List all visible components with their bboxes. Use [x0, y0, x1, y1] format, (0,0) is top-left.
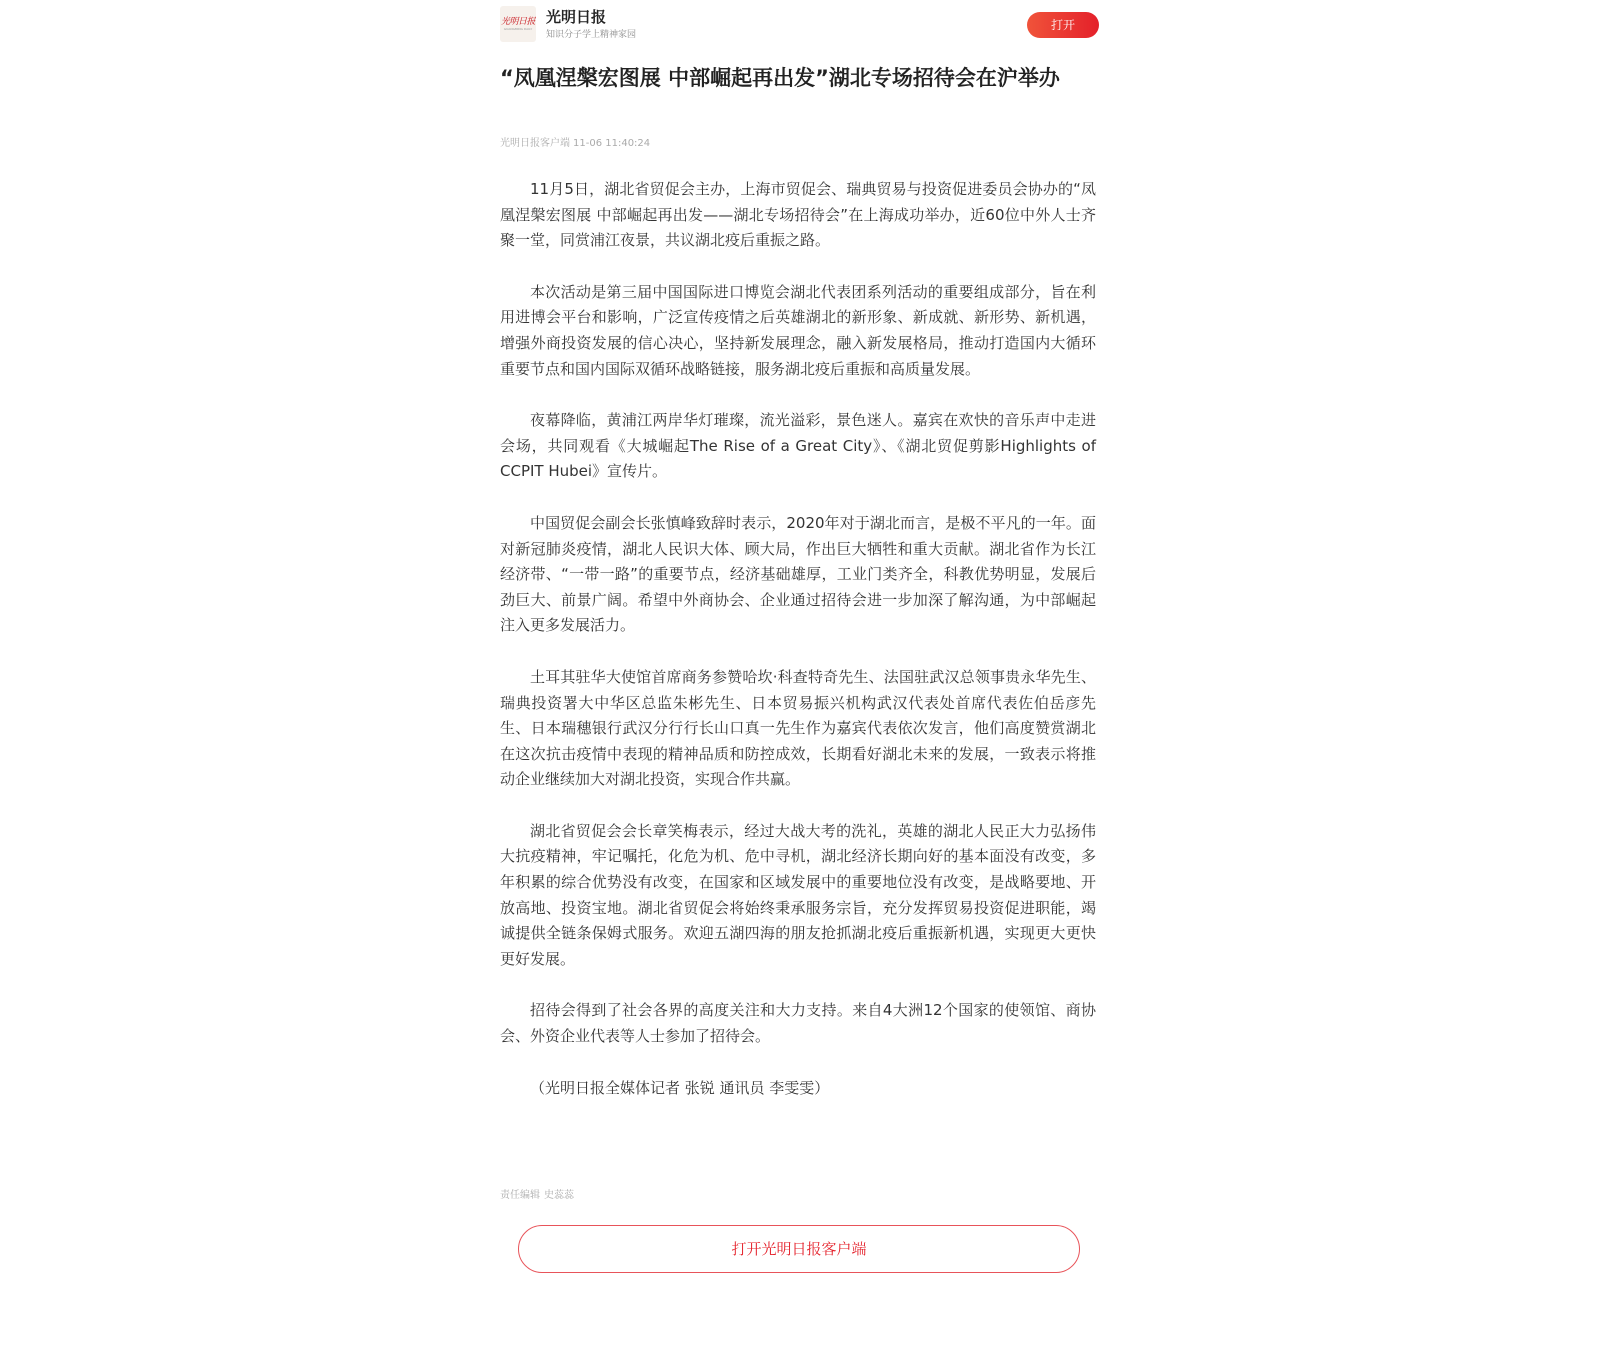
article-datetime: 11-06 11:40:24 — [573, 138, 651, 149]
article-paragraph: 本次活动是第三届中国国际进口博览会湖北代表团系列活动的重要组成部分，旨在利用进博会平台和影响，广泛宣传疫情之后英雄湖北的新形象、新成就、新形势、新机遇，增强外商投资发展的信心决心，坚持新发展理念，融入新发展格局，推动打造国内大循环重要节点和国内国际双循环战略链接，服务湖北疫后重振和高质量发展。 — [500, 282, 1096, 378]
open-app-button[interactable]: 打开 — [1027, 12, 1099, 38]
article-paragraph: 土耳其驻华大使馆首席商务参赞哈坎·科查特奇先生、法国驻武汉总领事贵永华先生、瑞典投资署大中华区总监朱彬先生、日本贸易振兴机构武汉代表处首席代表佐伯岳彦先生、日本瑞穗银行武汉分行行长山口真一先生作为嘉宾代表依次发言，他们高度赞赏湖北在这次抗击疫情中表现的精神品质和防控成效，长期看好湖北未来的发展，一致表示将推动企业继续加大对湖北投资，实现合作共赢。 — [500, 667, 1096, 789]
app-slogan: 知识分子学上精神家园 — [546, 30, 637, 40]
app-name: 光明日报 — [546, 8, 607, 26]
article-paragraph: 11月5日，湖北省贸促会主办，上海市贸促会、瑞典贸易与投资促进委员会协办的“凤凰涅槃宏图展 中部崛起再出发——湖北专场招待会”在上海成功举办，近60位中外人士齐聚一堂，同赏浦江夜景，共议湖北疫后重振之路。 — [500, 180, 1096, 250]
responsible-editor — [500, 1189, 574, 1203]
article-meta — [500, 137, 650, 151]
article-source: 光明日报客户端 — [500, 138, 570, 149]
article-paragraph: 招待会得到了社会各界的高度关注和大力支持。来自4大洲12个国家的使领馆、商协会、外资企业代表等人士参加了招待会。 — [500, 1001, 1096, 1046]
article-page — [500, 0, 1100, 1367]
article-title: “凤凰涅槃宏图展 中部崛起再出发”湖北专场招待会在沪举办 — [500, 66, 1060, 90]
article-paragraph: 中国贸促会副会长张慎峰致辞时表示，2020年对于湖北而言，是极不平凡的一年。面对新冠肺炎疫情，湖北人民识大体、顾大局，作出巨大牺牲和重大贡献。湖北省作为长江经济带、“一带一路”的重要节点，经济基础雄厚，工业门类齐全，科教优势明显，发展后劲巨大、前景广阔。希望中外商协会、企业通过招待会进一步加深了解沟通，为中部崛起注入更多发展活力。 — [500, 513, 1096, 635]
article-body — [500, 177, 1096, 1127]
open-client-button[interactable]: 打开光明日报客户端 — [518, 1225, 1080, 1273]
editor-label: 责任编辑 — [500, 1190, 540, 1201]
article-paragraph: 湖北省贸促会会长章笑梅表示，经过大战大考的洗礼，英雄的湖北人民正大力弘扬伟大抗疫精神，牢记嘱托，化危为机、危中寻机，湖北经济长期向好的基本面没有改变，多年积累的综合优势没有改变，在国家和区域发展中的重要地位没有改变，是战略要地、开放高地、投资宝地。湖北省贸促会将始终秉承服务宗旨，充分发挥贸易投资促进职能，竭诚提供全链条保姆式服务。欢迎五湖四海的朋友抢抓湖北疫后重振新机遇，实现更大更快更好发展。 — [500, 821, 1096, 968]
app-download-header — [500, 6, 1100, 46]
article-byline: （光明日报全媒体记者 张锐 通讯员 李雯雯） — [530, 1078, 830, 1097]
article-paragraph: 夜幕降临，黄浦江两岸华灯璀璨，流光溢彩，景色迷人。嘉宾在欢快的音乐声中走进会场，共同观看《大城崛起The Rise of a Great City》、《湖北贸促剪影Highlights of CCPIT Hubei》宣传片。 — [500, 411, 1096, 481]
editor-name: 史蕊蕊 — [544, 1190, 574, 1201]
guangming-daily-logo: 光明日报 GUANGMING DAILY — [500, 6, 536, 42]
